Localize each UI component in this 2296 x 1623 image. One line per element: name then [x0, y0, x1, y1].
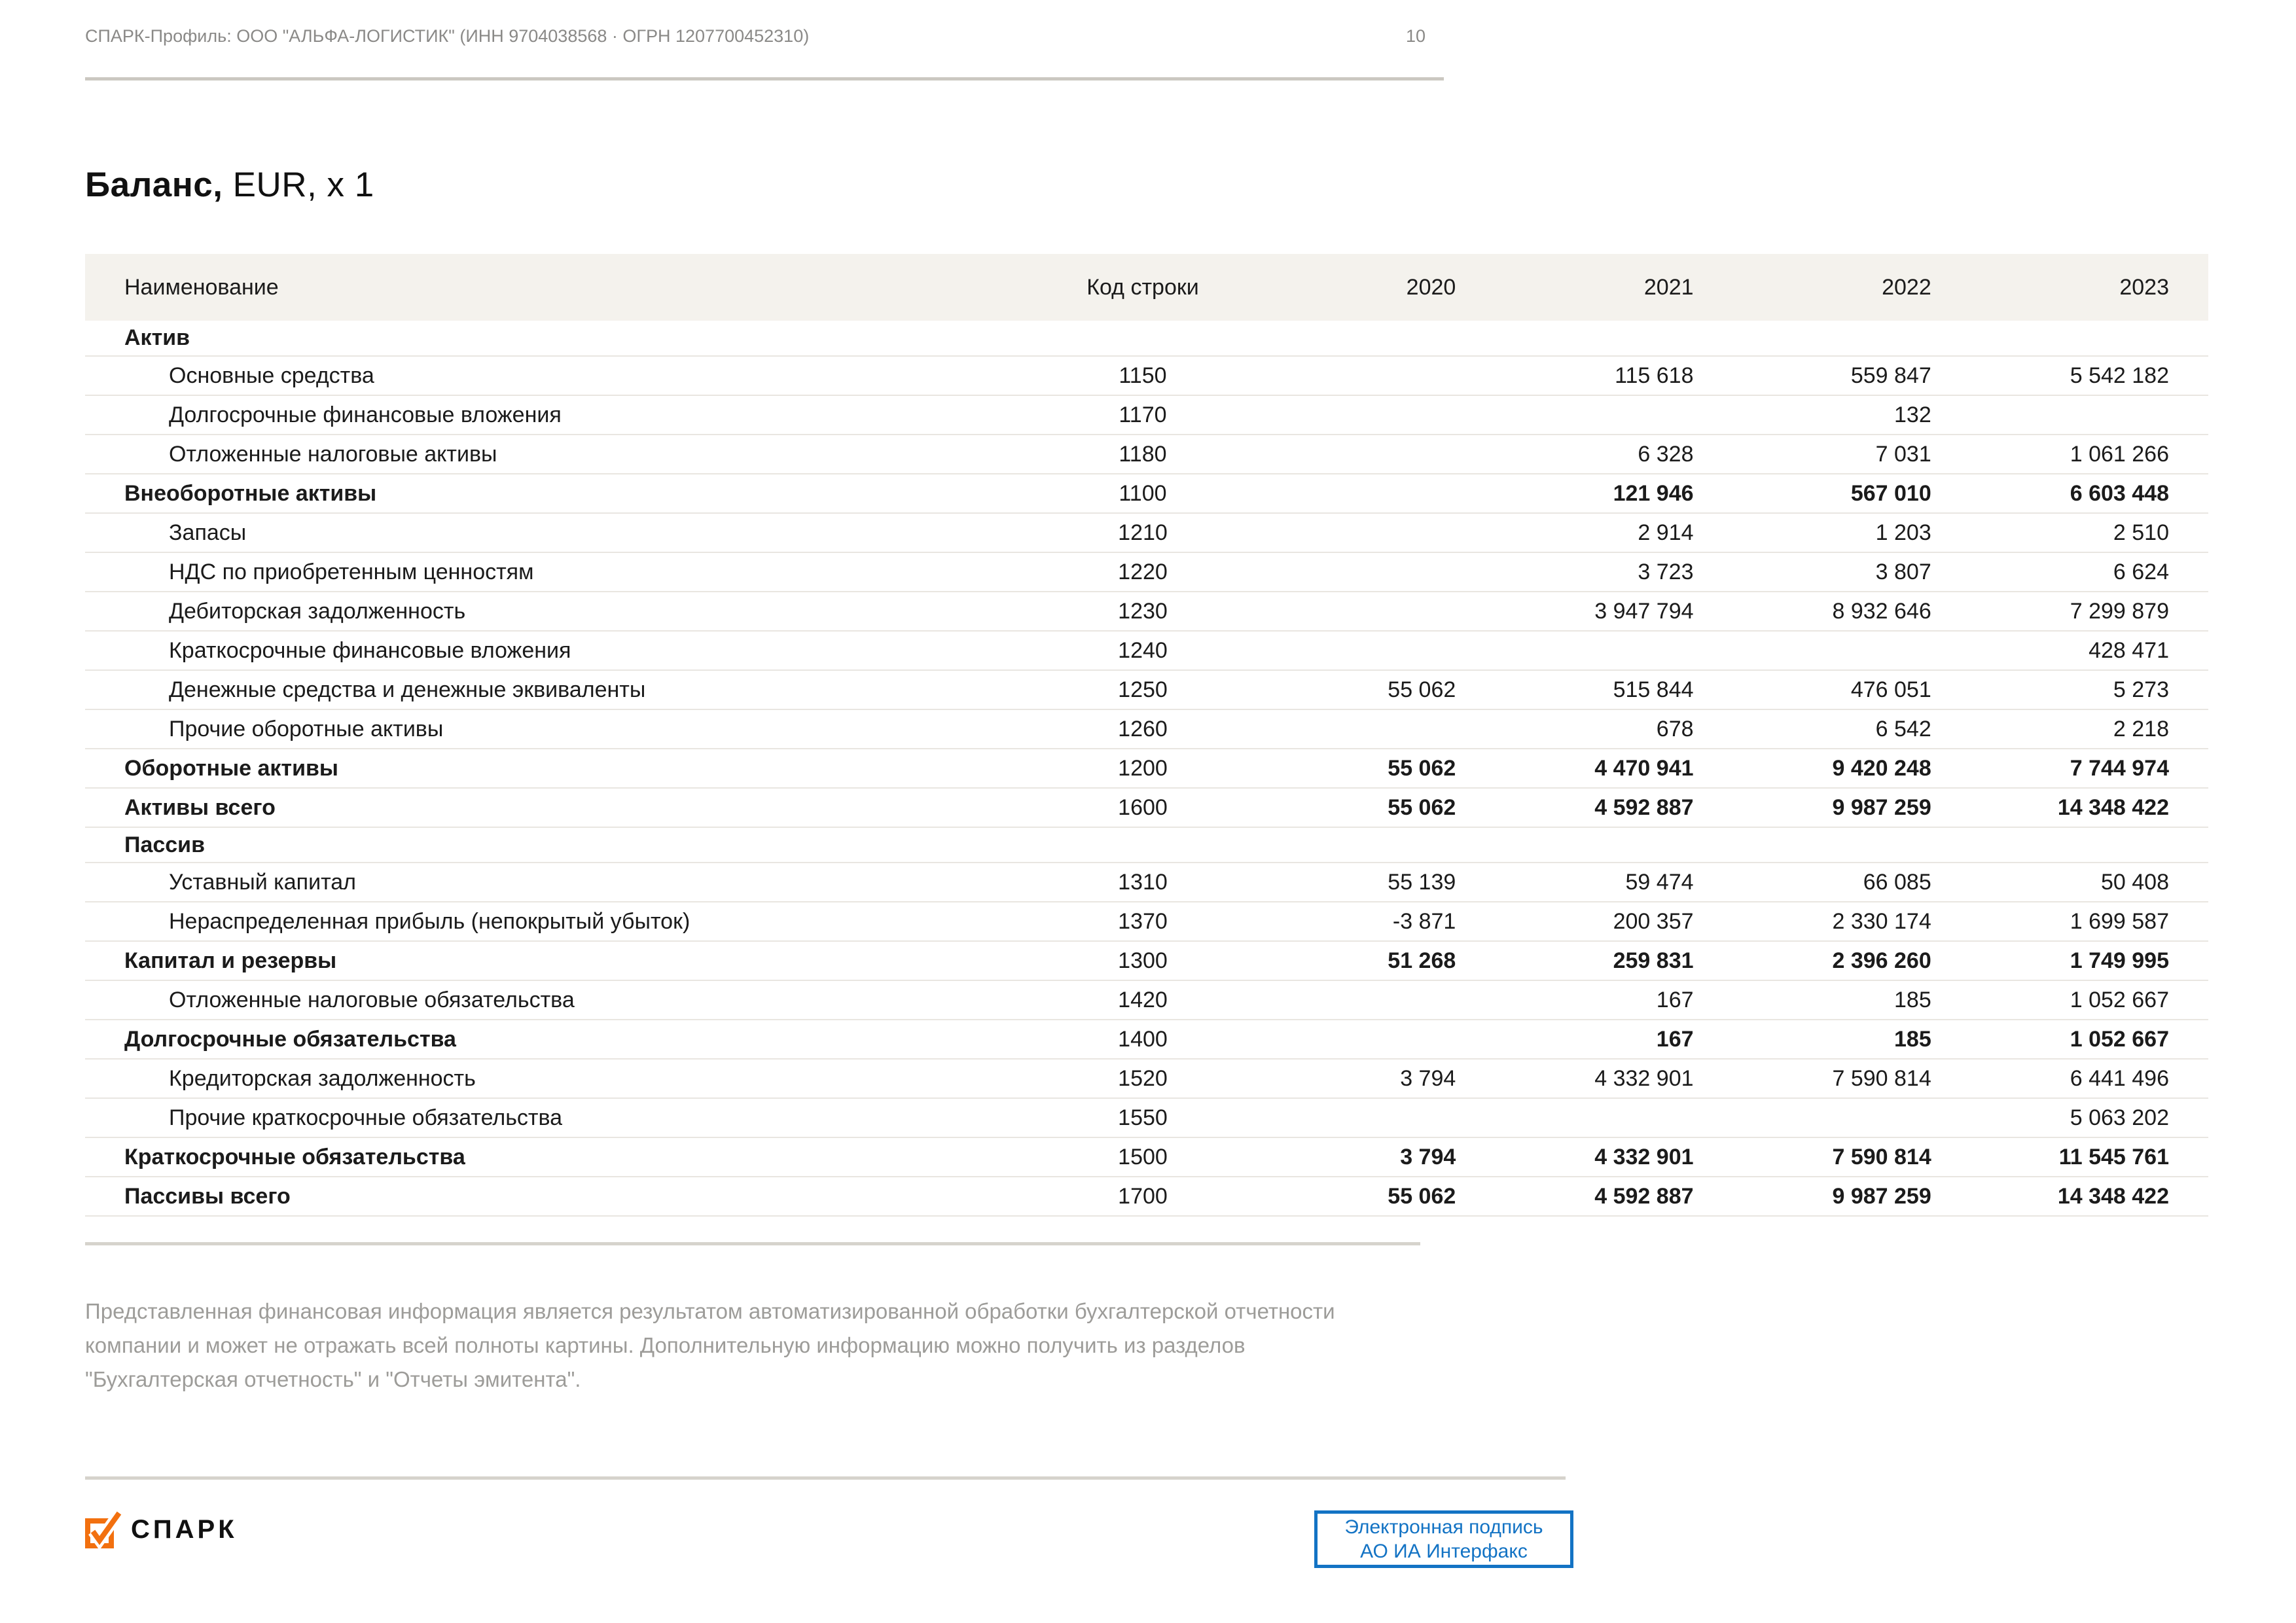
row-value-2020 — [1257, 592, 1495, 631]
row-value-2022: 3 807 — [1875, 559, 1931, 584]
column-header-code: Код строки — [1028, 254, 1257, 321]
row-value-2023 — [1971, 827, 2208, 863]
row-value-2023: 1 052 667 — [2070, 987, 2169, 1012]
row-value-2020 — [1257, 435, 1495, 474]
row-value-2021: 121 946 — [1613, 480, 1694, 506]
row-value-2023 — [1971, 395, 2208, 435]
row-value-2020 — [1257, 1020, 1495, 1059]
row-value-2021 — [1495, 1098, 1732, 1137]
row-value-2021: 4 332 901 — [1594, 1144, 1694, 1169]
row-label: Дебиторская задолженность — [169, 598, 466, 624]
table-row — [85, 1137, 2208, 1177]
row-value-2021 — [1495, 395, 1732, 435]
page-number: 10 — [1405, 26, 1426, 46]
row-code: 1300 — [1118, 948, 1168, 973]
row-value-2021: 678 — [1656, 716, 1694, 741]
row-label: Отложенные налоговые активы — [169, 441, 497, 467]
row-label: Краткосрочные обязательства — [124, 1144, 465, 1169]
row-value-2023: 7 744 974 — [2070, 755, 2169, 781]
row-code: 1250 — [1118, 677, 1168, 702]
row-value-2022: 66 085 — [1863, 869, 1931, 895]
row-value-2023: 1 699 587 — [2070, 908, 2169, 934]
row-code: 1240 — [1118, 637, 1168, 663]
row-code: 1400 — [1118, 1026, 1168, 1052]
row-value-2020 — [1257, 552, 1495, 592]
row-label: Запасы — [169, 520, 247, 545]
row-value-2022: 1 203 — [1875, 520, 1931, 545]
row-value-2023: 5 542 182 — [2070, 363, 2169, 388]
row-value-2022: 9 987 259 — [1832, 794, 1931, 820]
row-value-2023: 2 218 — [2113, 716, 2169, 741]
row-label: Кредиторская задолженность — [169, 1065, 476, 1091]
row-value-2020: -3 871 — [1392, 908, 1456, 934]
balance-table-header — [85, 254, 2208, 321]
signature-line-2: АО ИА Интерфакс — [1360, 1541, 1528, 1562]
table-row — [85, 1059, 2208, 1098]
row-value-2020: 55 062 — [1388, 1183, 1456, 1209]
row-label: Основные средства — [169, 363, 374, 388]
row-value-2022: 7 590 814 — [1832, 1065, 1931, 1091]
row-value-2020: 3 794 — [1400, 1065, 1456, 1091]
row-value-2021: 2 914 — [1638, 520, 1694, 545]
balance-table-body — [85, 321, 2208, 1216]
row-value-2020: 55 062 — [1388, 794, 1456, 820]
row-value-2020: 51 268 — [1388, 948, 1456, 973]
row-code: 1210 — [1118, 520, 1168, 545]
footer-divider — [85, 1476, 1566, 1480]
row-value-2023: 1 061 266 — [2070, 441, 2169, 467]
row-label: НДС по приобретенным ценностям — [169, 559, 534, 584]
row-label: Нераспределенная прибыль (непокрытый убыток) — [169, 908, 691, 934]
row-value-2021: 3 947 794 — [1594, 598, 1694, 624]
row-value-2021: 200 357 — [1613, 908, 1694, 934]
page-title-bold: Баланс, — [85, 166, 223, 204]
electronic-signature-button[interactable] — [1314, 1510, 1573, 1568]
header-row — [85, 254, 2208, 321]
row-label: Активы всего — [124, 794, 276, 820]
row-value-2023: 50 408 — [2101, 869, 2169, 895]
spark-logo — [84, 1509, 238, 1550]
row-label: Пассивы всего — [124, 1183, 291, 1209]
row-value-2023: 7 299 879 — [2070, 598, 2169, 624]
table-row — [85, 356, 2208, 395]
row-value-2022: 132 — [1894, 402, 1931, 427]
row-value-2020 — [1257, 827, 1495, 863]
table-row — [85, 827, 2208, 863]
row-value-2022 — [1733, 321, 1971, 356]
row-value-2023: 14 348 422 — [2057, 794, 2169, 820]
table-row — [85, 631, 2208, 670]
table-row — [85, 788, 2208, 827]
row-value-2022: 8 932 646 — [1832, 598, 1931, 624]
table-row — [85, 321, 2208, 356]
row-value-2022: 2 396 260 — [1832, 948, 1931, 973]
row-code: 1500 — [1118, 1144, 1168, 1169]
row-label: Денежные средства и денежные эквиваленты — [169, 677, 646, 702]
balance-table — [85, 254, 2208, 1217]
table-row — [85, 435, 2208, 474]
row-code: 1180 — [1119, 441, 1167, 467]
row-value-2021: 167 — [1656, 1026, 1694, 1052]
row-value-2020: 55 062 — [1388, 677, 1456, 702]
page-header — [85, 26, 1444, 46]
page-title — [85, 165, 374, 205]
row-value-2021: 259 831 — [1613, 948, 1694, 973]
row-value-2020: 3 794 — [1400, 1144, 1456, 1169]
table-row — [85, 513, 2208, 552]
row-value-2022: 6 542 — [1875, 716, 1931, 741]
row-value-2020 — [1257, 395, 1495, 435]
row-code: 1420 — [1118, 987, 1168, 1012]
row-value-2022: 476 051 — [1850, 677, 1931, 702]
row-code: 1150 — [1119, 363, 1167, 388]
row-value-2021: 59 474 — [1625, 869, 1694, 895]
row-value-2023: 1 749 995 — [2070, 948, 2169, 973]
spark-checkmark-icon — [84, 1509, 122, 1550]
row-value-2021: 3 723 — [1638, 559, 1694, 584]
table-footer-divider — [85, 1242, 1420, 1245]
row-value-2023: 2 510 — [2113, 520, 2169, 545]
row-code: 1520 — [1118, 1065, 1168, 1091]
row-value-2021 — [1495, 827, 1732, 863]
row-code: 1370 — [1118, 908, 1168, 934]
row-label: Долгосрочные финансовые вложения — [169, 402, 562, 427]
row-value-2022: 7 590 814 — [1832, 1144, 1931, 1169]
column-header-year-2021: 2021 — [1495, 254, 1732, 321]
row-value-2022: 559 847 — [1850, 363, 1931, 388]
row-value-2021: 167 — [1656, 987, 1694, 1012]
row-value-2023: 428 471 — [2089, 637, 2169, 663]
row-value-2022: 185 — [1894, 987, 1931, 1012]
row-value-2023: 1 052 667 — [2070, 1026, 2169, 1052]
row-label: Капитал и резервы — [124, 948, 337, 973]
table-row — [85, 1177, 2208, 1216]
table-row — [85, 670, 2208, 709]
row-value-2021: 515 844 — [1613, 677, 1694, 702]
column-header-name: Наименование — [85, 254, 1028, 321]
row-value-2021: 4 592 887 — [1594, 1183, 1694, 1209]
row-code: 1310 — [1118, 869, 1168, 895]
row-label: Пассив — [124, 832, 205, 857]
row-code: 1700 — [1118, 1183, 1168, 1209]
signature-line-1: Электронная подпись — [1344, 1516, 1543, 1538]
row-value-2020 — [1257, 356, 1495, 395]
table-row — [85, 749, 2208, 788]
table-row — [85, 474, 2208, 513]
table-row — [85, 902, 2208, 941]
row-value-2022: 9 987 259 — [1832, 1183, 1931, 1209]
row-code — [1028, 827, 1257, 863]
table-row — [85, 709, 2208, 749]
row-label: Оборотные активы — [124, 755, 338, 781]
page-title-units: EUR, x 1 — [223, 166, 374, 204]
row-label: Актив — [124, 325, 190, 350]
column-header-year-2023: 2023 — [1971, 254, 2208, 321]
table-row — [85, 1098, 2208, 1137]
row-value-2020: 55 139 — [1388, 869, 1456, 895]
row-value-2021: 4 332 901 — [1594, 1065, 1694, 1091]
row-code: 1170 — [1119, 402, 1167, 427]
row-code: 1100 — [1119, 480, 1167, 506]
row-label: Долгосрочные обязательства — [124, 1026, 456, 1052]
row-code: 1550 — [1118, 1105, 1168, 1130]
row-code: 1200 — [1118, 755, 1168, 781]
spark-logo-text: СПАРК — [131, 1514, 238, 1544]
row-code: 1260 — [1118, 716, 1168, 741]
row-value-2022 — [1733, 1098, 1971, 1137]
row-value-2022: 7 031 — [1875, 441, 1931, 467]
row-value-2023: 5 273 — [2113, 677, 2169, 702]
row-value-2020 — [1257, 980, 1495, 1020]
row-value-2021: 4 592 887 — [1594, 794, 1694, 820]
row-label: Прочие оборотные активы — [169, 716, 444, 741]
row-value-2023: 6 441 496 — [2070, 1065, 2169, 1091]
row-value-2022: 567 010 — [1850, 480, 1931, 506]
row-value-2020 — [1257, 709, 1495, 749]
row-code: 1600 — [1118, 794, 1168, 820]
row-value-2022 — [1733, 631, 1971, 670]
header-divider — [85, 77, 1444, 80]
row-value-2023: 14 348 422 — [2057, 1183, 2169, 1209]
table-row — [85, 863, 2208, 902]
row-value-2021: 6 328 — [1638, 441, 1694, 467]
table-row — [85, 980, 2208, 1020]
row-value-2023: 5 063 202 — [2070, 1105, 2169, 1130]
table-row — [85, 592, 2208, 631]
row-label: Отложенные налоговые обязательства — [169, 987, 575, 1012]
disclaimer-text: Представленная финансовая информация является результатом автоматизированной обработки бухгалтерской отчетности компании и может не отражать всей полноты картины. Дополнительную информацию можно получить из разделов "Бухгалтерская отчетность" и "Отчеты эмитента". — [85, 1299, 1335, 1391]
table-row — [85, 1020, 2208, 1059]
row-code — [1028, 321, 1257, 356]
row-label: Краткосрочные финансовые вложения — [169, 637, 571, 663]
row-value-2020 — [1257, 321, 1495, 356]
table-row — [85, 395, 2208, 435]
row-value-2022: 2 330 174 — [1832, 908, 1931, 934]
row-value-2021 — [1495, 631, 1732, 670]
row-value-2022: 9 420 248 — [1832, 755, 1931, 781]
row-value-2020 — [1257, 631, 1495, 670]
profile-header-text: СПАРК-Профиль: ООО "АЛЬФА-ЛОГИСТИК" (ИНН 9704038568 · ОГРН 1207700452310) — [85, 26, 810, 46]
row-value-2022 — [1733, 827, 1971, 863]
row-value-2021: 115 618 — [1615, 363, 1694, 388]
row-value-2021: 4 470 941 — [1594, 755, 1694, 781]
row-value-2020 — [1257, 474, 1495, 513]
row-value-2020 — [1257, 1098, 1495, 1137]
row-value-2020 — [1257, 513, 1495, 552]
row-code: 1220 — [1118, 559, 1168, 584]
row-value-2022: 185 — [1894, 1026, 1931, 1052]
column-header-year-2022: 2022 — [1733, 254, 1971, 321]
row-value-2021 — [1495, 321, 1732, 356]
row-label: Уставный капитал — [169, 869, 357, 895]
row-label: Внеоборотные активы — [124, 480, 377, 506]
table-row — [85, 941, 2208, 980]
row-value-2023: 6 624 — [2113, 559, 2169, 584]
row-code: 1230 — [1118, 598, 1168, 624]
table-row — [85, 552, 2208, 592]
column-header-year-2020: 2020 — [1257, 254, 1495, 321]
row-value-2020: 55 062 — [1388, 755, 1456, 781]
row-value-2023 — [1971, 321, 2208, 356]
row-label: Прочие краткосрочные обязательства — [169, 1105, 563, 1130]
row-value-2023: 6 603 448 — [2070, 480, 2169, 506]
row-value-2023: 11 545 761 — [2058, 1144, 2169, 1169]
